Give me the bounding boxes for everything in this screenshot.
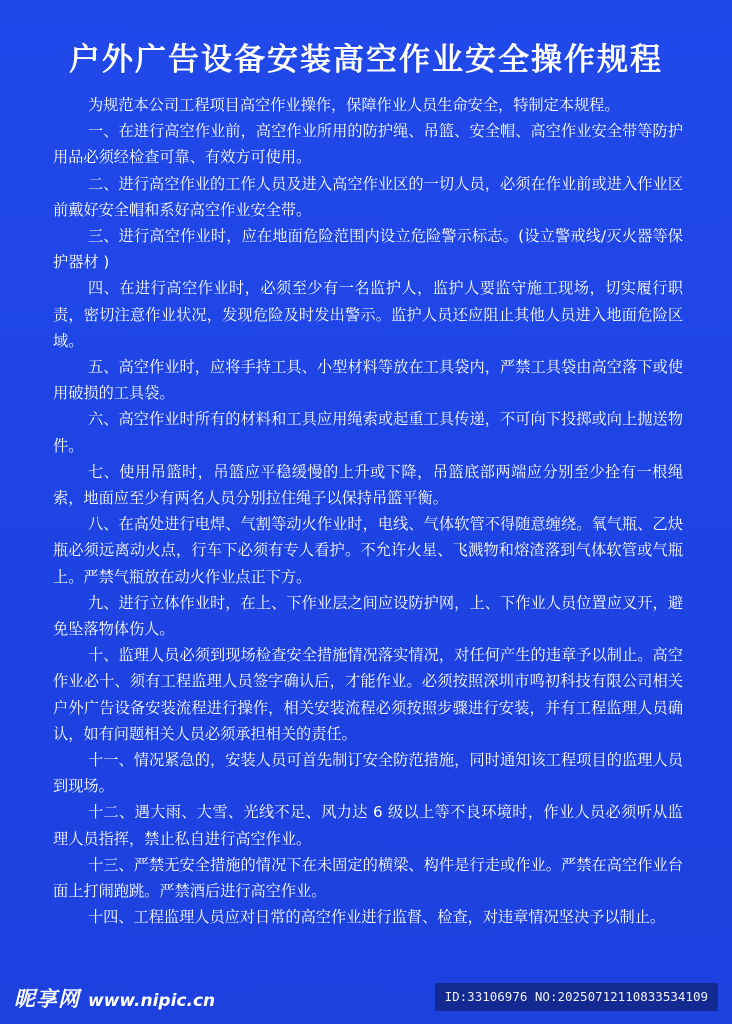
paragraph-intro: 为规范本公司工程项目高空作业操作，保障作业人员生命安全，特制定本规程。 [87,96,620,114]
paragraph-rule-11: 十一、情况紧急的，安装人员可首先制订安全防范措施，同时通知该工程项目的监理人员到现场。 [53,751,683,796]
paragraph-rule-14: 十四、工程监理人员应对日常的高空作业进行监督、检查，对违章情况坚决予以制止。 [87,908,666,927]
paragraph-rule-9: 九、进行立体作业时，在上、下作业层之间应设防护网，上、下作业人员位置应叉开，避免坠落物体伤人。 [53,593,683,639]
watermark-logo: 昵享网 [14,987,80,1011]
paragraph-rule-1: 一、在进行高空作业前，高空作业所用的防护绳、吊篮、安全帽、高空作业安全带等防护用品必须经检查可靠、有效方可使用。 [53,122,683,167]
watermark [14,983,215,1013]
paragraph-rule-3: 三、进行高空作业时，应在地面危险范围内设立危险警示标志。(设立警戒线/灭火器等保护器材 ) [53,227,683,272]
paragraph-rule-7: 七、使用吊篮时，吊篮应平稳缓慢的上升或下降，吊篮底部两端应分别至少拴有一根绳索，地面应至少有两名人员分别拉住绳子以保持吊篮平衡。 [53,462,683,508]
paragraph-rule-13: 十三、严禁无安全措施的情况下在未固定的横梁、构件是行走或作业。严禁在高空作业台面上打闹跑跳。严禁酒后进行高空作业。 [53,855,683,901]
paragraph-rule-6: 六、高空作业时所有的材料和工具应用绳索或起重工具传递，不可向下投掷或向上抛送物件。 [53,410,683,455]
paragraph-rule-8: 八、在高处进行电焊、气割等动火作业时，电线、气体软管不得随意缠绕。氧气瓶、乙炔瓶必须远离动火点，行车下必须有专人看护。不允许火星、飞溅物和熔渣落到气体软管或气瓶上。严禁气瓶放在动火作业点正下方。 [53,515,683,586]
paragraph-rule-10: 十、监理人员必须到现场检查安全措施情况落实情况，对任何产生的违章予以制止。高空作业必十、须有工程监理人员签字确认后，才能作业。必须按照深圳市鸣初科技有限公司相关户外广告设备安装流程进行操作，相关安装流程必须按照步骤进行安装，并有工程监理人员确认，如有问题相关人员必须承担相关的责任。 [53,646,683,743]
regulation-body [53,92,683,931]
paragraph-rule-5: 五、高空作业时，应将手持工具、小型材料等放在工具袋内，严禁工具袋由高空落下或使用破损的工具袋。 [53,358,683,403]
image-id-bar: ID:33106976 NO:20250712110833534109 [435,983,718,1011]
paragraph-rule-4: 四、在进行高空作业时，必须至少有一名监护人，监护人要监守施工现场，切实履行职责，密切注意作业状况，发现危险及时发出警示。监护人员还应阻止其他人员进入地面危险区域。 [53,279,683,350]
watermark-url: www.nipic.cn [88,991,216,1011]
paragraph-rule-2: 二、进行高空作业的工作人员及进入高空作业区的一切人员，必须在作业前或进入作业区前戴好安全帽和系好高空作业安全带。 [53,174,683,219]
page-title: 户外广告设备安装高空作业安全操作规程 [69,42,663,78]
paragraph-rule-12: 十二、遇大雨、大雪、光线不足、风力达 6 级以上等不良环境时，作业人员必须听从监理人员指挥，禁止私自进行高空作业。 [53,803,683,848]
